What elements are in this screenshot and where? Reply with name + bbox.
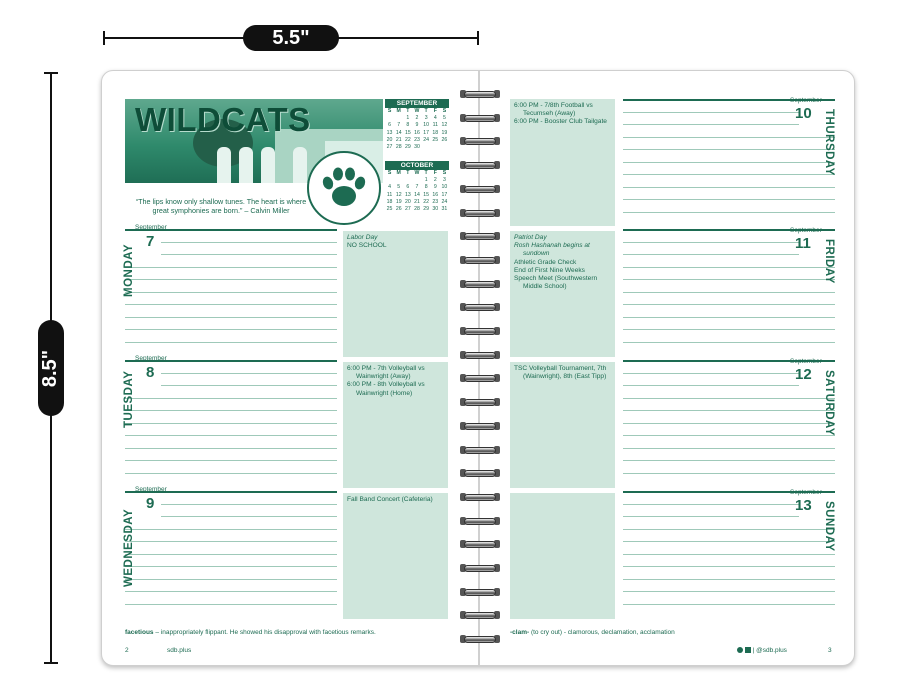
calendar-day: 25 <box>432 136 439 143</box>
calendar-day: 10 <box>441 184 448 191</box>
calendar-day: 26 <box>395 206 402 213</box>
calendar-day: 22 <box>404 136 411 143</box>
binding-ring <box>460 516 500 526</box>
writing-line <box>623 566 835 567</box>
calendar-day: 14 <box>414 191 420 198</box>
writing-line <box>623 423 835 424</box>
calendar-day: 20 <box>386 136 393 143</box>
binding-wire <box>464 257 496 264</box>
calendar-day: 29 <box>423 206 430 213</box>
width-dimension-tick-right <box>477 31 479 45</box>
calendar-weekday: T <box>424 108 428 114</box>
quote: “The lips know only shallow tunes. The heart is where great symphonies are born.” – Calvin Miller <box>135 197 307 215</box>
calendar-day: 7 <box>397 122 401 129</box>
binding-ring <box>460 231 500 241</box>
planner-spread <box>101 70 855 666</box>
writing-lines <box>125 360 337 485</box>
calendar-day: 25 <box>386 206 393 213</box>
writing-line <box>125 423 337 424</box>
writing-line <box>125 579 337 580</box>
calendar-grid <box>385 108 449 151</box>
height-dimension-label: 8.5" <box>39 349 62 387</box>
day-section-sunday <box>479 491 856 621</box>
calendar-day: 3 <box>442 177 446 184</box>
calendar-day: 12 <box>395 191 402 198</box>
binding-ring <box>460 350 500 360</box>
word-root: -clam- (to cry out) - clamorous, declamation, acclamation <box>510 629 675 636</box>
writing-line <box>623 342 835 343</box>
calendar-week-row <box>385 206 449 213</box>
writing-line <box>623 187 835 188</box>
binding-wire <box>464 399 496 406</box>
calendar-weekday: S <box>442 108 447 114</box>
calendar-weekday: F <box>433 108 437 114</box>
calendar-day: 24 <box>423 136 430 143</box>
calendar-day: 18 <box>386 198 393 205</box>
writing-line <box>623 149 835 150</box>
event-line: Speech Meet (Southwestern <box>514 275 598 283</box>
calendar-day <box>394 177 403 184</box>
event-line: Fall Band Concert (Cafeteria) <box>347 496 433 503</box>
writing-line <box>623 504 799 505</box>
calendar-day: 14 <box>395 129 402 136</box>
calendar-weekday: W <box>414 170 420 176</box>
writing-line <box>623 174 835 175</box>
writing-line <box>125 317 337 318</box>
height-dimension-tick-top <box>44 72 58 74</box>
binding-wire <box>464 589 496 596</box>
calendar-weekday: T <box>406 108 410 114</box>
binding-wire <box>464 281 496 288</box>
calendar-day: 26 <box>441 136 448 143</box>
date-number: 9 <box>146 495 155 512</box>
calendar-day: 19 <box>395 198 402 205</box>
calendar-day: 21 <box>414 198 420 205</box>
event-line: 6:00 PM - Booster Club Tailgate <box>514 118 607 126</box>
writing-line <box>623 373 799 374</box>
calendar-day: 13 <box>404 191 411 198</box>
binding-wire <box>464 541 496 548</box>
binding-wire <box>464 233 496 240</box>
month-label: September <box>790 227 822 234</box>
binding-ring <box>460 113 500 123</box>
writing-line <box>161 242 337 243</box>
event-line: 6:00 PM - 8th Volleyball vs <box>347 381 425 389</box>
binding-wire <box>464 162 496 169</box>
binding-wire <box>464 447 496 454</box>
binding-wire <box>464 518 496 525</box>
event-line: 6:00 PM - 7th Volleyball vs <box>347 365 425 372</box>
calendar-day <box>385 177 394 184</box>
event-box <box>343 362 448 488</box>
event-line: Wainwright (Home) <box>356 389 413 397</box>
calendar-day: 9 <box>433 184 437 191</box>
calendar-week-row <box>385 184 449 191</box>
binding-ring <box>460 445 500 455</box>
binding-ring <box>460 492 500 502</box>
writing-line <box>161 516 337 517</box>
calendar-weekday: M <box>396 108 401 114</box>
calendar-day: 7 <box>415 184 419 191</box>
binding-wire <box>464 138 496 145</box>
calendar-day: 24 <box>441 198 448 205</box>
calendar-week-row <box>385 199 449 206</box>
calendar-day: 2 <box>433 177 437 184</box>
calendar-week-row <box>385 177 449 184</box>
calendar-day: 31 <box>441 206 448 213</box>
binding-ring <box>460 208 500 218</box>
binding-wire <box>464 612 496 619</box>
binding-ring <box>460 89 500 99</box>
calendar-day: 21 <box>395 136 402 143</box>
handle-label: | @sdb.plus <box>752 647 787 654</box>
binding-ring <box>460 610 500 620</box>
calendar-day: 11 <box>432 122 438 129</box>
calendar-weekday: T <box>424 170 428 176</box>
writing-line <box>623 199 835 200</box>
month-label: September <box>135 486 167 493</box>
event-line: Tecumseh (Away) <box>523 110 576 118</box>
calendar-day: 1 <box>406 115 410 122</box>
calendar-weekday-row <box>385 170 449 177</box>
writing-line <box>161 385 337 386</box>
month-label: September <box>790 489 822 496</box>
event-line: Rosh Hashanah begins at <box>514 242 590 250</box>
writing-line <box>161 373 337 374</box>
calendar-day: 11 <box>386 191 393 198</box>
writing-line <box>125 448 337 449</box>
binding-ring <box>460 563 500 573</box>
date-number: 7 <box>146 233 155 250</box>
binding-ring <box>460 255 500 265</box>
writing-lines <box>125 229 337 354</box>
writing-line <box>623 162 835 163</box>
paw-print-icon <box>307 151 381 225</box>
writing-line <box>623 267 835 268</box>
calendar-month-title: SEPTEMBER <box>385 99 449 108</box>
day-name: WEDNESDAY <box>123 508 135 587</box>
event-line: Athletic Grade Check <box>514 258 577 266</box>
day-section-thursday <box>479 99 856 229</box>
calendar-day <box>431 144 440 151</box>
date-number: 11 <box>795 235 811 252</box>
writing-line <box>161 254 337 255</box>
month-label: September <box>135 224 167 231</box>
height-dimension-tick-bottom <box>44 662 58 664</box>
writing-line <box>623 529 835 530</box>
social-icon <box>737 647 743 653</box>
width-dimension-tick-left <box>103 31 105 45</box>
day-name: THURSDAY <box>823 109 835 176</box>
calendar-day <box>385 115 394 122</box>
word-of-the-day: facetious – inappropriately flippant. He showed his disapproval with facetious remarks. <box>125 629 376 636</box>
binding-ring <box>460 539 500 549</box>
day-name: SUNDAY <box>823 501 835 552</box>
calendar-day: 4 <box>433 115 437 122</box>
page-number-left: 2 <box>125 647 129 654</box>
binding-ring <box>460 587 500 597</box>
writing-line <box>623 385 799 386</box>
event-line: 6:00 PM - 7/8th Football vs <box>514 102 593 109</box>
writing-line <box>623 579 835 580</box>
calendar-day: 18 <box>432 129 439 136</box>
calendar-day: 28 <box>414 206 420 213</box>
calendar-weekday: M <box>396 170 401 176</box>
calendar-day: 27 <box>386 144 393 151</box>
calendar-week-row <box>385 144 449 151</box>
binding-wire <box>464 494 496 501</box>
writing-line <box>623 604 835 605</box>
left-page <box>102 71 479 665</box>
calendar-month-title: OCTOBER <box>385 161 449 170</box>
calendar-day <box>422 144 431 151</box>
mini-calendar-october <box>385 161 449 213</box>
binding-wire <box>464 210 496 217</box>
writing-lines <box>125 491 337 616</box>
binding-wire <box>464 352 496 359</box>
calendar-week-row <box>385 130 449 137</box>
calendar-grid <box>385 170 449 213</box>
calendar-day: 15 <box>404 129 411 136</box>
writing-line <box>623 398 835 399</box>
calendar-day: 16 <box>414 129 420 136</box>
binding-wire <box>464 91 496 98</box>
calendar-week-row <box>385 122 449 129</box>
writing-line <box>125 398 337 399</box>
calendar-day: 10 <box>423 122 430 129</box>
binding-ring <box>460 326 500 336</box>
binding-ring <box>460 184 500 194</box>
calendar-weekday: W <box>414 108 420 114</box>
writing-line <box>161 504 337 505</box>
writing-line <box>623 460 835 461</box>
site-label: sdb.plus <box>167 647 192 654</box>
calendar-day: 13 <box>386 129 393 136</box>
writing-line <box>125 329 337 330</box>
day-section-tuesday <box>102 355 479 490</box>
event-line: Middle School) <box>523 283 567 291</box>
calendar-day: 19 <box>441 129 448 136</box>
binding-ring <box>460 397 500 407</box>
calendar-day: 6 <box>388 122 392 129</box>
calendar-day: 27 <box>404 206 411 213</box>
day-section-friday <box>479 229 856 359</box>
writing-line <box>623 473 835 474</box>
event-line: Wainwright (Away) <box>356 373 411 381</box>
calendar-day: 8 <box>424 184 428 191</box>
calendar-weekday-row <box>385 108 449 115</box>
writing-line <box>125 292 337 293</box>
calendar-day <box>403 177 412 184</box>
calendar-day: 6 <box>406 184 410 191</box>
calendar-day: 3 <box>424 115 428 122</box>
writing-line <box>623 448 835 449</box>
calendar-weekday: S <box>387 108 392 114</box>
event-box <box>510 493 615 619</box>
banner-title: WILDCATS <box>135 101 311 138</box>
mini-calendar-september <box>385 99 449 151</box>
calendar-week-row <box>385 115 449 122</box>
calendar-day: 1 <box>424 177 428 184</box>
writing-line <box>125 554 337 555</box>
day-name: FRIDAY <box>823 239 835 284</box>
event-line: NO SCHOOL <box>347 242 387 250</box>
binding-ring <box>460 373 500 383</box>
date-number: 8 <box>146 364 155 381</box>
calendar-day: 30 <box>414 144 420 151</box>
event-box <box>510 231 615 357</box>
day-name: SATURDAY <box>823 370 835 436</box>
binding-wire <box>464 636 496 643</box>
event-box <box>510 362 615 488</box>
writing-line <box>125 566 337 567</box>
binding-ring <box>460 160 500 170</box>
writing-line <box>623 516 799 517</box>
binding-wire <box>464 115 496 122</box>
writing-line <box>623 435 835 436</box>
calendar-day <box>394 115 403 122</box>
calendar-day: 5 <box>397 184 401 191</box>
calendar-day: 17 <box>423 129 430 136</box>
event-line: End of First Nine Weeks <box>514 266 585 274</box>
writing-line <box>125 342 337 343</box>
calendar-weekday: F <box>433 170 437 176</box>
calendar-day: 15 <box>423 191 430 198</box>
page-number-right: 3 <box>828 647 832 654</box>
event-box <box>343 493 448 619</box>
day-section-monday <box>102 224 479 359</box>
binding-wire <box>464 186 496 193</box>
writing-line <box>623 591 835 592</box>
calendar-day: 16 <box>432 191 439 198</box>
day-section-wednesday <box>102 486 479 621</box>
writing-line <box>623 242 799 243</box>
calendar-day: 30 <box>432 206 439 213</box>
calendar-week-row <box>385 192 449 199</box>
binding-ring <box>460 468 500 478</box>
binding-ring <box>460 421 500 431</box>
writing-line <box>125 604 337 605</box>
binding-wire <box>464 375 496 382</box>
calendar-day: 4 <box>388 184 392 191</box>
calendar-day: 20 <box>404 198 411 205</box>
writing-line <box>623 112 799 113</box>
calendar-week-row <box>385 137 449 144</box>
calendar-day: 5 <box>442 115 446 122</box>
day-section-saturday <box>479 360 856 490</box>
date-number: 10 <box>795 105 812 122</box>
writing-line <box>623 212 835 213</box>
writing-line <box>623 541 835 542</box>
date-number: 12 <box>795 366 812 383</box>
calendar-day: 12 <box>441 122 448 129</box>
event-line: (Wainwright), 8th (East Tipp) <box>523 373 607 381</box>
calendar-weekday: S <box>387 170 392 176</box>
binding-ring <box>460 136 500 146</box>
calendar-day <box>440 144 449 151</box>
calendar-day: 23 <box>414 136 420 143</box>
writing-line <box>623 292 835 293</box>
writing-line <box>623 279 835 280</box>
event-line: Patriot Day <box>514 234 547 241</box>
writing-line <box>125 304 337 305</box>
right-page <box>479 71 856 665</box>
calendar-day: 17 <box>441 191 448 198</box>
binding-wire <box>464 304 496 311</box>
calendar-day: 2 <box>415 115 419 122</box>
writing-line <box>623 254 799 255</box>
social-icons <box>737 647 787 654</box>
writing-line <box>623 304 835 305</box>
day-name: MONDAY <box>123 243 135 297</box>
writing-line <box>125 279 337 280</box>
month-label: September <box>135 355 167 362</box>
event-line: Labor Day <box>347 234 378 241</box>
writing-line <box>623 329 835 330</box>
calendar-day: 8 <box>406 122 410 129</box>
calendar-day: 23 <box>432 198 439 205</box>
writing-line <box>125 410 337 411</box>
event-line: TSC Volleyball Tournament, 7th <box>514 365 607 372</box>
binding-ring <box>460 279 500 289</box>
social-icon <box>745 647 751 653</box>
writing-line <box>125 541 337 542</box>
calendar-day: 28 <box>395 144 402 151</box>
writing-line <box>623 410 835 411</box>
writing-line <box>125 267 337 268</box>
writing-line <box>125 529 337 530</box>
binding-wire <box>464 565 496 572</box>
day-name: TUESDAY <box>123 370 135 428</box>
event-line: sundown <box>523 250 550 258</box>
calendar-weekday: T <box>406 170 410 176</box>
writing-line <box>125 473 337 474</box>
date-number: 13 <box>795 497 812 514</box>
height-dimension-pill <box>38 320 64 416</box>
event-box <box>343 231 448 357</box>
month-label: September <box>790 358 822 365</box>
month-label: September <box>790 97 822 104</box>
binding-wire <box>464 470 496 477</box>
binding-ring <box>460 302 500 312</box>
binding-wire <box>464 328 496 335</box>
calendar-day: 22 <box>423 198 430 205</box>
writing-line <box>125 435 337 436</box>
calendar-day <box>412 177 421 184</box>
writing-line <box>623 124 799 125</box>
binding-ring <box>460 634 500 644</box>
writing-line <box>623 137 835 138</box>
writing-line <box>125 460 337 461</box>
calendar-weekday: S <box>442 170 447 176</box>
calendar-day: 9 <box>415 122 419 129</box>
writing-line <box>125 591 337 592</box>
calendar-day: 29 <box>404 144 411 151</box>
writing-line <box>623 554 835 555</box>
width-dimension-label: 5.5" <box>243 25 339 51</box>
binding-wire <box>464 423 496 430</box>
writing-line <box>623 317 835 318</box>
